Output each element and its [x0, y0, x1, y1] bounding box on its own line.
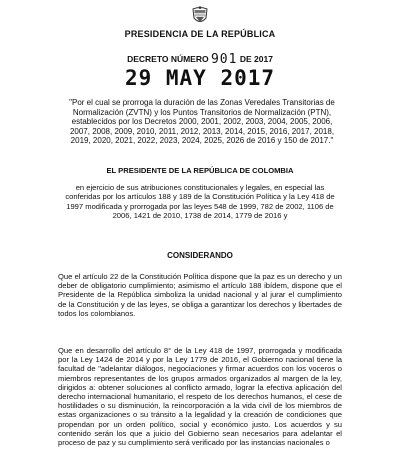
colombia-coat-of-arms-icon: [190, 6, 210, 26]
considerando-paragraph-2: Que en desarrollo del artículo 8° de la Ley 418 de 1997, prorrogada y modificada por la Ley 1424 de 2014 y por la Ley 1779 de 2016, el Gobierno nacional tiene la facultad de "adelantar diálogos, negociaciones y firmar acuerdos con los voceros o miembros representantes de los grupos armados organizados al margen de la ley, dirigidos a: obtener soluciones al conflicto armado, lograr la efectiva aplicación del derecho internacional humanitario, el respeto de los derechos humanos, el cese de hostilidades o su disminución, la reincorporación a la vida civil de los miembros de estas organizaciones o su tránsito a la legalidad y la creación de condiciones que propendan por un orden político, social y económico justo. Los acuerdos y su contenido serán los que a juicio del Gobierno sean necesarios para adelantar el proceso de paz y su cumplimiento será verificado por las instancias nacionales o: [58, 346, 342, 448]
institution-title: PRESIDENCIA DE LA REPÚBLICA: [124, 29, 276, 39]
preamble: en ejercicio de sus atribuciones constitucionales y legales, en especial las conferidas por los artículos 188 y 189 de la Constitución Política y la Ley 418 de 1997 modificada y prorrogada por las leyes 548 de 1999, 782 de 2002, 1106 de 2006, 1421 de 2010, 1738 de 2014, 1779 de 2016 y: [65, 183, 335, 221]
decree-year: DE 2017: [239, 54, 273, 64]
decree-number-line: [0, 51, 400, 66]
considerando-heading: CONSIDERANDO: [167, 251, 233, 260]
decree-date: 29 MAY 2017: [124, 66, 276, 90]
decree-number: 901: [210, 52, 238, 67]
decree-subject: "Por el cual se prorroga la duración de las Zonas Veredales Transitorias de Normalización (ZVTN) y los Puntos Transitorios de Normalización (PTN), establecidos por los Decretos 2000, 2001, 2002, 2003, 2004, 2005, 2006, 2007, 2008, 2009, 2010, 2011, 2012, 2013, 2014, 2015, 2016, 2017, 2018, 2019, 2020, 2021, 2022, 2023, 2024, 2025, 2026 de 2016 y 150 de 2017.": [69, 98, 335, 146]
issuer-heading: EL PRESIDENTE DE LA REPÚBLICA DE COLOMBIA: [106, 166, 294, 175]
decree-prefix: DECRETO NÚMERO: [127, 54, 209, 64]
considerando-paragraph-1: Que el artículo 22 de la Constitución Política dispone que la paz es un derecho y un deber de obligatorio cumplimiento; asimismo el artículo 188 ibídem, dispone que el Presidente de la República simboliza la unidad nacional y al jurar el cumplimiento de la Constitución y de las leyes, se obliga a garantizar los derechos y libertades de todos los colombianos.: [58, 272, 342, 318]
